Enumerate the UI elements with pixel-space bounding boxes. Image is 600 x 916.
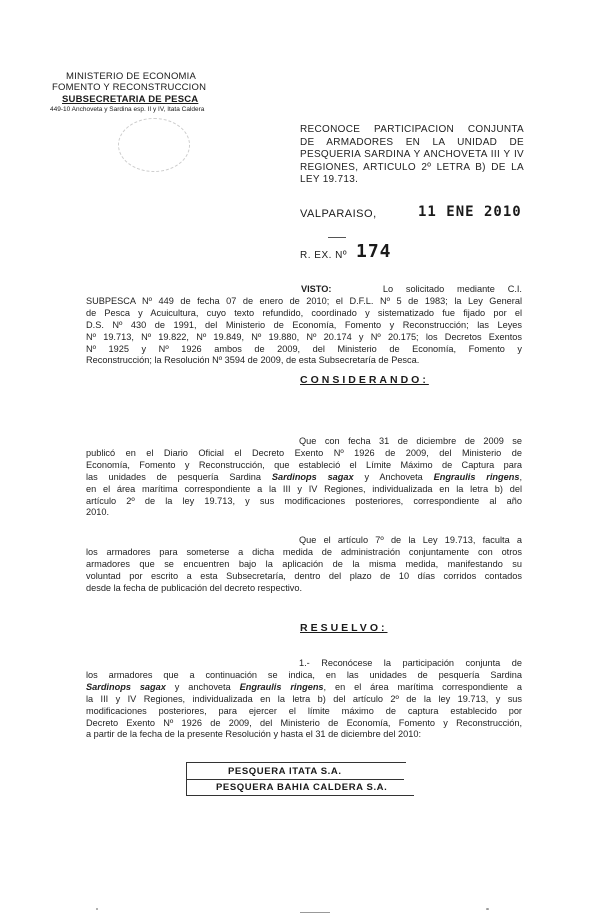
paragraph-line: a partir de la fecha de la presente Resolución y hasta el 31 de diciembre del 2010: <box>86 729 422 740</box>
file-reference: 449-10 Anchoveta y Sardina esp. II y IV, Itata Caldera <box>50 106 205 113</box>
title-line: LEY 19.713. <box>300 174 359 185</box>
resuelvo-heading: RESUELVO: <box>300 622 388 634</box>
company-name: PESQUERA BAHIA CALDERA S.A. <box>216 782 388 793</box>
resuelvo-paragraph-1 <box>86 658 522 741</box>
species-anchovy: Engraulis ringens <box>433 471 520 482</box>
table-row-divider <box>186 779 404 780</box>
paragraph-line: desde la fecha de publicación del decreto respectivo. <box>86 582 303 593</box>
date-place: VALPARAISO, <box>300 208 377 220</box>
visto-text: SUBPESCA Nº 449 de fecha 07 de enero de 2010; el D.F.L. Nº 5 de 1983; la Ley General <box>86 295 522 306</box>
paragraph-line: Que el artículo 7º de la Ley 19.713, faculta a <box>299 535 522 545</box>
paragraph-line: la III y IV Regiones, individualizada en la letra b) del artículo 2º de la ley 19.713, y sus <box>86 693 522 704</box>
scan-speck <box>96 908 98 910</box>
paragraph-line: en el área marítima correspondiente a la III y IV Regiones, individualizada en la letra b) del <box>86 483 522 494</box>
subsecretaria-name: SUBSECRETARIA DE PESCA <box>62 94 199 105</box>
rex-number: 174 <box>356 241 392 262</box>
visto-text: Nº 19.713, Nº 19.822, Nº 19.849, Nº 19.880, Nº 20.174 y Nº 20.175; los Decretos Exentos <box>86 331 522 342</box>
company-name: PESQUERA ITATA S.A. <box>228 766 342 777</box>
title-line: RECONOCE PARTICIPACION CONJUNTA <box>300 124 524 135</box>
visto-text: Lo solicitado mediante C.I. <box>382 284 522 294</box>
title-line: REGIONES, ARTICULO 2º LETRA B) DE LA <box>300 161 524 173</box>
paragraph-line: Que con fecha 31 de diciembre de 2009 se <box>299 436 522 446</box>
paragraph-line: modificaciones posteriores, para ejercer el límite máximo de captura establecido por <box>86 705 522 716</box>
species-sardine: Sardinops sagax <box>271 471 354 482</box>
ministry-name: MINISTERIO DE ECONOMIA <box>66 71 197 82</box>
title-line: DE ARMADORES EN LA UNIDAD DE <box>300 136 524 148</box>
considerando-heading: CONSIDERANDO: <box>300 374 429 386</box>
ministry-subtitle: FOMENTO Y RECONSTRUCCION <box>52 82 207 93</box>
paragraph-line: los armadores que a continuación se indica, en las unidades de pesquería Sardina <box>86 669 522 680</box>
scan-speck <box>300 912 330 913</box>
visto-section <box>86 284 522 367</box>
date-stamp: 11 ENE 2010 <box>418 204 522 220</box>
paragraph-line: Decreto Exento Nº 1926 de 2009, del Ministerio de Economía, Fomento y Reconstrucción, <box>86 717 522 728</box>
table-top-border <box>186 762 406 763</box>
visto-text: Reconstrucción; la Resolución Nº 3594 de 2009, de esta Subsecretaría de Pesca. <box>86 355 420 366</box>
paragraph-line: 1.- Reconócese la participación conjunta de <box>299 658 522 668</box>
paragraph-line: Economía, Fomento y Reconstrucción, que estableció el Límite Máximo de Captura para <box>86 459 522 470</box>
species-sardine: Sardinops sagax <box>86 681 166 692</box>
scan-speck <box>486 908 489 910</box>
paragraph-line: publicó en el Diario Oficial el Decreto Exento Nº 1926 de 2009, del Ministerio de <box>86 447 522 458</box>
visto-text: D.S. Nº 430 de 1991, del Ministerio de Economía, Fomento y Reconstrucción; las Leyes <box>86 319 522 330</box>
title-line: PESQUERIA SARDINA Y ANCHOVETA III Y IV <box>300 149 524 160</box>
seal-stamp <box>118 118 190 172</box>
table-bottom-border <box>186 795 414 796</box>
visto-label: VISTO: <box>301 284 332 294</box>
visto-text: Nº 1925 y Nº 1926 ambos de 2009, del Ministerio de Economía, Fomento y <box>86 343 522 354</box>
paragraph-line: los armadores para someterse a dicha medida de administración conjuntamente con otros <box>86 546 522 557</box>
rex-label: R. EX. Nº <box>300 250 348 261</box>
considerando-paragraph-2 <box>86 535 522 595</box>
considerando-paragraph-1 <box>86 436 522 519</box>
paragraph-line: las unidades de pesquería Sardina Sardinops sagax y Anchoveta Engraulis ringens, <box>86 471 522 482</box>
paragraph-line: voluntad por escrito a esta Subsecretaría, dentro del plazo de 10 días corridos contados <box>86 570 522 581</box>
paragraph-line: armadores que se encuentren bajo la aplicación de la misma medida, manifestando su <box>86 558 522 569</box>
visto-text: de Pesca y Acuicultura, cuyo texto refundido, coordinado y sistematizado fue fijado por el <box>86 307 522 318</box>
paragraph-line: artículo 2º de la ley 19.713, y sus modificaciones posteriores, correspondiente al año <box>86 495 522 506</box>
species-anchovy: Engraulis ringens <box>239 681 324 692</box>
resolution-title <box>300 124 524 187</box>
paragraph-line: 2010. <box>86 507 109 518</box>
rex-overline <box>328 237 346 238</box>
paragraph-line: Sardinops sagax y anchoveta Engraulis ringens, en el área marítima correspondiente a <box>86 681 522 692</box>
